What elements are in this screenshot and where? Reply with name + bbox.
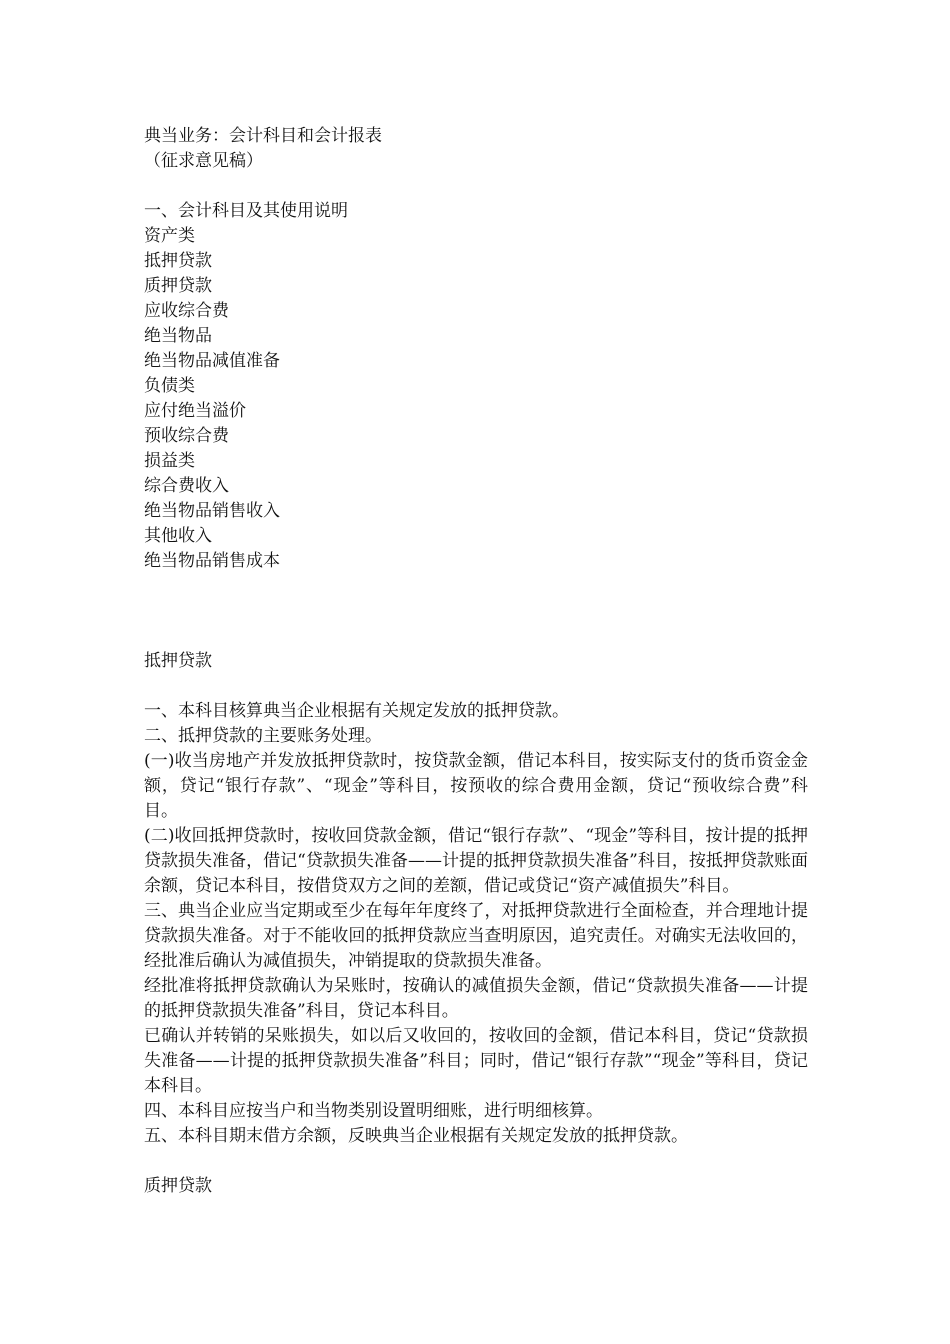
account-item: 综合费收入 — [144, 476, 229, 496]
paragraph: 已确认并转销的呆账损失，如以后又收回的，按收回的金额，借记本科目，贷记“贷款损失准备——计提的抵押贷款损失准备”科目；同时，借记“银行存款”“现金”等科目，贷记本科目。 — [144, 1026, 808, 1096]
account-item: 损益类 — [144, 451, 195, 471]
account-item: 预收综合费 — [144, 426, 229, 446]
document-page — [144, 124, 808, 1199]
section-heading-accounts: 一、会计科目及其使用说明 — [144, 201, 348, 221]
account-item: 应付绝当溢价 — [144, 401, 246, 421]
account-item: 其他收入 — [144, 526, 212, 546]
paragraph: 四、本科目应按当户和当物类别设置明细账，进行明细核算。 — [144, 1101, 603, 1121]
account-item: 绝当物品减值准备 — [144, 351, 280, 371]
paragraph: (二)收回抵押贷款时，按收回贷款金额，借记“银行存款”、“现金”等科目，按计提的抵押贷款损失准备，借记“贷款损失准备——计提的抵押贷款损失准备”科目，按抵押贷款账面余额，贷记本科目，按借贷双方之间的差额，借记或贷记“资产减值损失”科目。 — [144, 826, 808, 896]
account-item: 资产类 — [144, 226, 195, 246]
document-title: 典当业务：会计科目和会计报表 — [144, 126, 382, 146]
section-heading-mortgage-loan: 抵押贷款 — [144, 651, 212, 671]
paragraph: 一、本科目核算典当企业根据有关规定发放的抵押贷款。 — [144, 701, 569, 721]
account-item: 绝当物品销售成本 — [144, 551, 280, 571]
paragraph: 三、典当企业应当定期或至少在每年年度终了，对抵押贷款进行全面检查，并合理地计提贷款损失准备。对于不能收回的抵押贷款应当查明原因，追究责任。对确实无法收回的，经批准后确认为减值损失，冲销提取的贷款损失准备。 — [144, 901, 808, 971]
account-item: 抵押贷款 — [144, 251, 212, 271]
account-item: 绝当物品 — [144, 326, 212, 346]
document-subtitle: （征求意见稿） — [144, 151, 263, 171]
account-item: 应收综合费 — [144, 301, 229, 321]
section-heading-pledge-loan: 质押贷款 — [144, 1176, 212, 1196]
paragraph: 经批准将抵押贷款确认为呆账时，按确认的减值损失金额，借记“贷款损失准备——计提的抵押贷款损失准备”科目，贷记本科目。 — [144, 976, 808, 1021]
paragraph: (一)收当房地产并发放抵押贷款时，按贷款金额，借记本科目，按实际支付的货币资金金额，贷记“银行存款”、“现金”等科目，按预收的综合费用金额，贷记“预收综合费”科目。 — [144, 751, 808, 821]
account-item: 负债类 — [144, 376, 195, 396]
paragraph: 五、本科目期末借方余额，反映典当企业根据有关规定发放的抵押贷款。 — [144, 1126, 688, 1146]
account-item: 绝当物品销售收入 — [144, 501, 280, 521]
account-item: 质押贷款 — [144, 276, 212, 296]
paragraph: 二、抵押贷款的主要账务处理。 — [144, 726, 382, 746]
